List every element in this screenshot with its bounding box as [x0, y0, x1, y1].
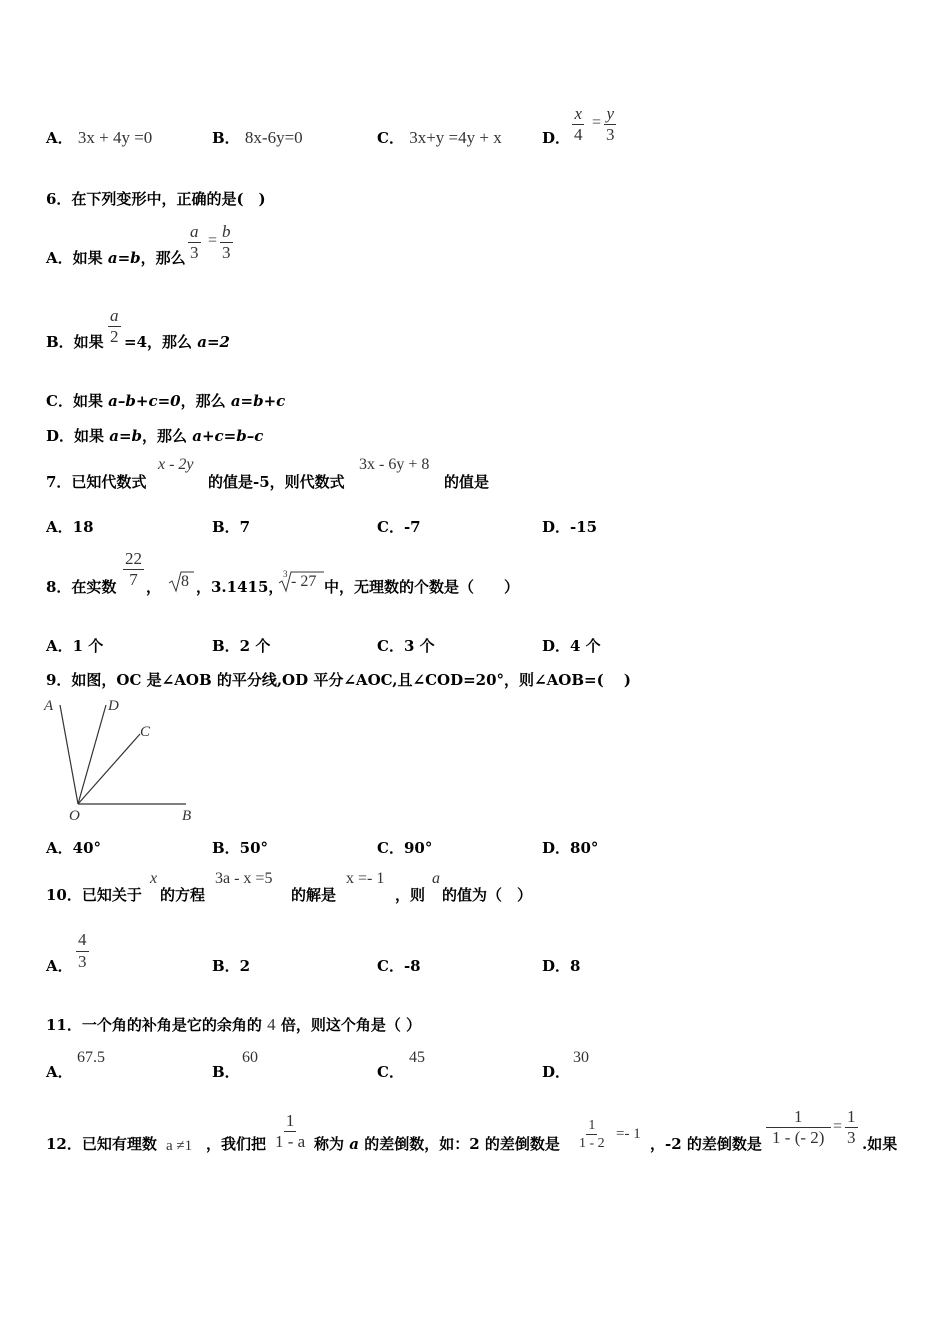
q8-option-b[interactable]: B．2 个 — [212, 637, 271, 655]
q6-d-var2: a+c=b–c — [192, 427, 264, 445]
q12-mid3-text: 的差倒数，如：2 的差倒数是 — [358, 1135, 560, 1153]
q12-f3-equals: = — [833, 1118, 843, 1135]
q7-expr2: 3x - 6y + 8 — [359, 456, 430, 473]
q11-b-value: 60 — [242, 1049, 258, 1066]
q6-a-pre: A．如果 — [46, 249, 108, 267]
q12-f3-rn: 1 — [847, 1107, 856, 1126]
q6-option-a[interactable] — [46, 247, 186, 268]
q6-a-d2: 3 — [222, 243, 231, 262]
q5-option-c-label: C． — [377, 129, 404, 147]
q8-option-d[interactable]: D．4 个 — [542, 637, 601, 655]
q6-b-num: a — [110, 306, 119, 325]
q9-option-a[interactable]: A．40° — [46, 839, 102, 857]
q8-frac-num: 22 — [125, 549, 142, 568]
q12-f3-num: 1 — [766, 1107, 831, 1128]
q8-pre: 8．在实数 — [46, 578, 117, 596]
q6-d-pre: D．如果 — [46, 427, 110, 445]
q12-pre: 12．已知有理数 — [46, 1135, 157, 1153]
q5-option-c-expr: 3x+y =4y + x — [409, 128, 502, 147]
q8-fraction-22-7 — [123, 549, 144, 590]
q5-option-a[interactable] — [46, 127, 152, 148]
q11-c-label: C． — [377, 1063, 404, 1081]
q12-var-a: a — [349, 1135, 359, 1153]
q5-d-fraction-x4 — [572, 104, 585, 145]
q5-option-d[interactable] — [542, 127, 570, 148]
q6-b-rest — [124, 331, 230, 352]
q6-option-b[interactable] — [46, 331, 104, 352]
q6-a-fraction-1 — [188, 222, 201, 263]
q5-option-a-label: A． — [46, 129, 73, 147]
q7-pre: 7．已知代数式 — [46, 473, 147, 491]
q12-mid4: ，-2 的差倒数是 — [650, 1135, 762, 1153]
q11-title-num: 4 — [267, 1015, 276, 1034]
q10-a-label: A． — [46, 957, 73, 975]
label-d: D — [108, 698, 119, 714]
q12-f1-num: 1 — [285, 1111, 295, 1130]
q11-option-d[interactable] — [542, 1061, 570, 1082]
q6-title: 6．在下列变形中，正确的是( ) — [46, 190, 266, 208]
q8-option-c[interactable]: C．3 个 — [377, 637, 435, 655]
q12-fraction-1 — [273, 1111, 307, 1152]
q6-b-fraction — [108, 306, 121, 347]
q10-solution: x =- 1 — [346, 870, 385, 887]
q8-option-a[interactable]: A．1 个 — [46, 637, 104, 655]
q5-d-num1: x — [574, 104, 583, 123]
q10-option-d[interactable]: D．8 — [542, 957, 581, 975]
q12-fraction-result — [845, 1107, 858, 1148]
q10-option-a[interactable] — [46, 955, 73, 976]
q6-option-d[interactable] — [46, 425, 263, 446]
q7-post: 的值是 — [444, 473, 490, 491]
q12-f2-den: 1 - 2 — [579, 1136, 605, 1151]
label-c: C — [140, 724, 151, 740]
q6-c-var2: a=b+c — [230, 392, 286, 410]
q12-mid2 — [314, 1133, 560, 1154]
q10-option-b[interactable]: B．2 — [212, 957, 251, 975]
label-b: B — [182, 808, 192, 824]
q11-d-value: 30 — [573, 1049, 589, 1066]
q5-option-a-expr: 3x + 4y =0 — [77, 128, 153, 147]
q11-title-pre: 11．一个角的补角是它的余角的 — [46, 1016, 268, 1034]
q11-a-label: A． — [46, 1063, 73, 1081]
q11-option-c[interactable] — [377, 1061, 404, 1082]
q10-var-x: x — [150, 870, 158, 887]
q7-option-b[interactable]: B．7 — [212, 518, 251, 536]
q10-post: 的值为（ ） — [442, 886, 533, 904]
q6-a-n2: b — [222, 222, 231, 241]
q11-option-a[interactable] — [46, 1061, 73, 1082]
q9-option-c[interactable]: C．90° — [377, 839, 433, 857]
q6-a-mid: ，那么 — [140, 249, 186, 267]
q7-mid: 的值是-5，则代数式 — [208, 473, 345, 491]
q10-a-den: 3 — [78, 952, 87, 971]
q5-option-c[interactable] — [377, 127, 502, 148]
label-a: A — [44, 698, 54, 714]
q6-a-equals: = — [208, 232, 218, 249]
q6-d-mid: ，那么 — [142, 427, 193, 445]
q10-a-num: 4 — [78, 930, 87, 949]
q9-angle-figure — [36, 694, 206, 824]
q6-c-pre: C．如果 — [46, 392, 109, 410]
q12-f1-den: 1 - a — [275, 1132, 306, 1151]
label-o: O — [69, 808, 80, 824]
q5-d-fraction-y3 — [604, 104, 617, 145]
q12-fraction-2 — [577, 1117, 607, 1152]
q6-c-mid: ，那么 — [180, 392, 231, 410]
q7-option-c[interactable]: C．-7 — [377, 518, 421, 536]
q10-mid2: 的解是 — [291, 886, 337, 904]
q9-title: 9．如图，OC 是∠AOB 的平分线,OD 平分∠AOC,且∠COD=20°，则∠AOB=( ) — [46, 671, 631, 689]
q6-a-d1: 3 — [190, 243, 199, 262]
q12-mid2-text: 称为 — [314, 1135, 350, 1153]
q8-cbrt-value: - 27 — [291, 573, 317, 590]
q7-expr1: x - 2y — [158, 456, 194, 473]
q6-a-fraction-2 — [220, 222, 233, 263]
q10-pre: 10．已知关于 — [46, 886, 142, 904]
q5-option-b-expr: 8x-6y=0 — [244, 128, 303, 147]
q10-mid3: ，则 — [395, 886, 426, 904]
q10-a-fraction — [76, 930, 89, 972]
q5-option-d-label: D． — [542, 129, 571, 147]
q12-f3-den: 1 - (- 2) — [772, 1128, 825, 1147]
q12-condition: a ≠1 — [166, 1138, 193, 1154]
q10-mid1: 的方程 — [160, 886, 206, 904]
q11-title — [46, 1014, 421, 1035]
q10-var-a: a — [432, 870, 440, 887]
q9-option-d[interactable]: D．80° — [542, 839, 599, 857]
q12-post: .如果 — [862, 1135, 898, 1153]
q6-a-var: a=b — [107, 249, 141, 267]
q8-post: 中，无理数的个数是（ ） — [324, 578, 520, 596]
q5-d-num2: y — [606, 104, 615, 123]
q5-option-b-label: B． — [212, 129, 240, 147]
ray-oa — [60, 705, 78, 804]
q11-d-label: D． — [542, 1063, 571, 1081]
q11-title-post: 倍，则这个角是（ ） — [275, 1016, 422, 1034]
q10-equation: 3a - x =5 — [215, 870, 273, 887]
q6-b-den: 2 — [110, 327, 119, 346]
q6-b-var: a=2 — [197, 333, 230, 351]
q8-frac-den: 7 — [129, 570, 138, 589]
q7-option-d[interactable]: D．-15 — [542, 518, 598, 536]
q8-sep1: ， — [146, 578, 162, 596]
q8-sep2: ，3.1415， — [196, 578, 284, 596]
q7-option-a[interactable]: A．18 — [46, 518, 94, 536]
q11-a-value: 67.5 — [77, 1049, 105, 1066]
q5-d-den1: 4 — [574, 125, 583, 144]
q5-option-b[interactable] — [212, 127, 303, 148]
q11-c-value: 45 — [409, 1049, 425, 1066]
q8-sqrt-value: 8 — [181, 573, 189, 590]
q6-c-var1: a–b+c=0 — [108, 392, 181, 410]
q8-cbrt-index: 3 — [283, 569, 288, 579]
q5-d-equals: = — [592, 114, 602, 131]
q6-b-mid: =4，那么 — [124, 333, 198, 351]
q12-f3-rd: 3 — [847, 1128, 856, 1147]
q11-b-label: B． — [212, 1063, 240, 1081]
q9-option-b[interactable]: B．50° — [212, 839, 269, 857]
q11-option-b[interactable] — [212, 1061, 240, 1082]
ray-od — [78, 705, 106, 804]
q10-option-c[interactable]: C．-8 — [377, 957, 421, 975]
q6-b-pre: B．如果 — [46, 333, 104, 351]
q12-mid1: ，我们把 — [206, 1135, 267, 1153]
q12-f2-value: =- 1 — [616, 1126, 641, 1142]
q5-d-den2: 3 — [606, 125, 615, 144]
q12-fraction-3 — [766, 1107, 831, 1148]
q6-option-c[interactable] — [46, 390, 285, 411]
q6-a-n1: a — [190, 222, 199, 241]
q6-d-var1: a=b — [109, 427, 143, 445]
q12-f2-num: 1 — [588, 1118, 596, 1133]
